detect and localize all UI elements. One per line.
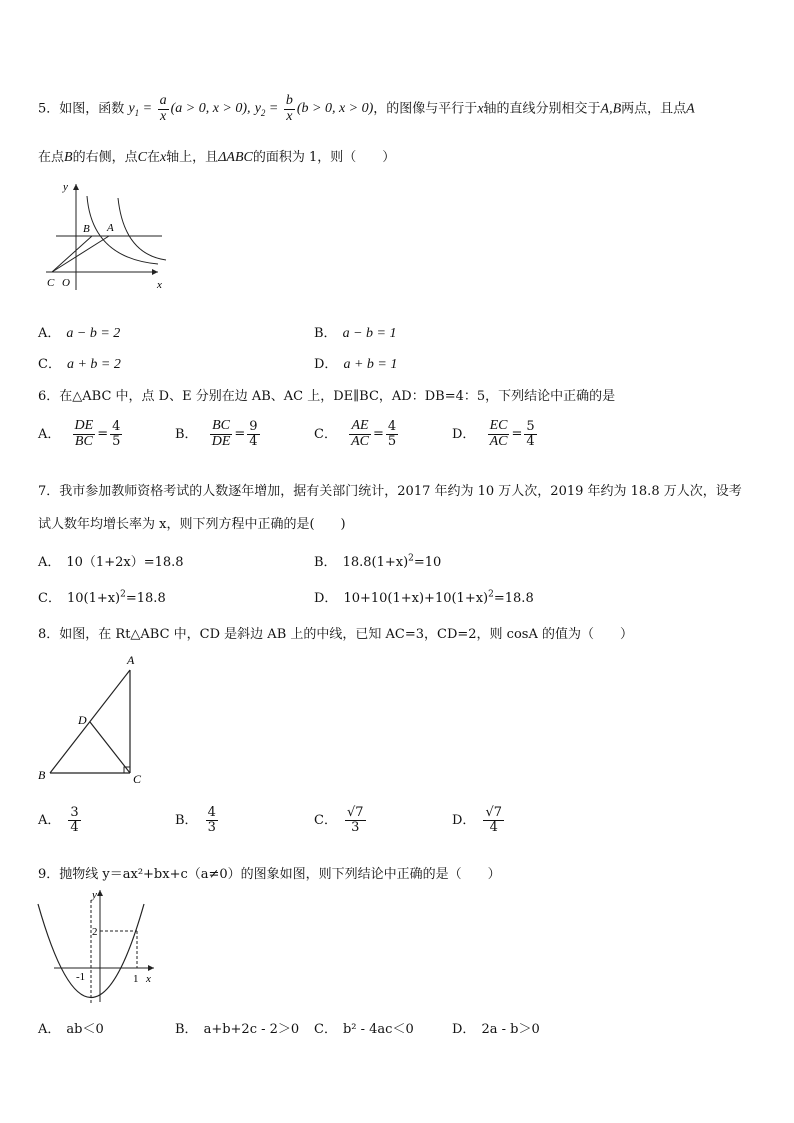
- q8-stem: 8．如图，在 Rt△ABC 中，CD 是斜边 AB 上的中线，已知 AC=3，CD=2，则 cosA 的值为（ ）: [38, 627, 633, 642]
- q5-line2: 在点B的右侧，点C在x轴上，且ΔABC的面积为 1，则（ ）: [38, 150, 396, 165]
- q5-func1: $y_1$ = $\frac{a}{x}$ (a > 0, x > 0),: [128, 93, 251, 124]
- q5-text: 如图，函数: [59, 101, 125, 117]
- q8-figure: [36, 652, 156, 787]
- q6-option-a[interactable]: A． $\frac{DE}{BC}$ = $\frac{4}{5}$: [38, 418, 121, 449]
- q9-option-b[interactable]: B． a+b+2c - 2＞0: [175, 1022, 300, 1037]
- q8-option-a[interactable]: A． $\frac{3}{4}$: [38, 805, 79, 835]
- q5-frac2: $\frac{b}{x}$: [285, 93, 293, 124]
- q9-fig-label-neg1: -1: [76, 971, 86, 983]
- q9-stem: 9．抛物线 y＝ax²+bx+c（a≠0）的图象如图，则下列结论中正确的是（ ）: [38, 867, 501, 882]
- q9-figure: [34, 886, 164, 1008]
- q5-frac1: $\frac{a}{x}$: [159, 93, 167, 124]
- q5-option-c[interactable]: C． a + b = 2: [38, 357, 121, 372]
- q7-option-b[interactable]: B． $18.8(1+x)^2=10$: [314, 553, 442, 570]
- q8-option-d[interactable]: D． $\frac{√7}{4}$: [452, 805, 502, 835]
- q6-option-d[interactable]: D． $\frac{EC}{AC}$ = $\frac{5}{4}$: [452, 418, 535, 449]
- q9-fig-label-1: 1: [133, 973, 139, 985]
- q7-line1: 7．我市参加教师资格考试的人数逐年增加，据有关部门统计，2017 年约为 10 万人次，2019 年约为 18.8 万人次，设考: [38, 484, 742, 499]
- q7-option-a[interactable]: A． 10（1+2x）=18.8: [38, 555, 184, 570]
- q9-fig-x-label: x: [146, 973, 151, 985]
- q5-fig-origin: O: [62, 277, 70, 289]
- q5-option-b[interactable]: B． a − b = 1: [314, 326, 397, 341]
- q5-figure: [40, 178, 170, 293]
- q8-fig-point-c: C: [133, 772, 142, 786]
- q7-option-d[interactable]: D． $10+10(1+x)+10(1+x)^2=18.8$: [314, 589, 534, 606]
- q9-fig-label-2: 2: [92, 926, 98, 938]
- q8-fig-point-d: D: [78, 713, 87, 727]
- q5-fig-x-label: x: [157, 279, 162, 291]
- q6-option-b[interactable]: B． $\frac{BC}{DE}$ = $\frac{9}{4}$: [175, 418, 258, 449]
- q9-option-c[interactable]: C． b² - 4ac＜0: [314, 1022, 414, 1037]
- q5-fig-point-c: C: [47, 277, 55, 289]
- q7-option-c[interactable]: C． $10(1+x)^2=18.8$: [38, 589, 166, 606]
- q5-line1: 5．如图，函数 $y_1$ = $\frac{a}{x}$ (a > 0, x > 0), $y_2$ = $\frac{b}{x}$ (b > 0, x > 0)，的图像与平行于x轴的直线分别相交于A,B两点，且点A: [38, 93, 695, 124]
- q7-line2: 试人数年均增长率为 x，则下列方程中正确的是( ): [38, 517, 346, 532]
- q5-fig-point-a: A: [107, 222, 114, 234]
- q5-number: 5．: [38, 101, 60, 117]
- q8-option-b[interactable]: B． $\frac{4}{3}$: [175, 805, 216, 835]
- q6-stem: 6．在△ABC 中，点 D、E 分别在边 AB、AC 上，DE∥BC，AD：DB=4：5，下列结论中正确的是: [38, 389, 616, 404]
- q5-option-a[interactable]: A． a − b = 2: [38, 326, 121, 341]
- q9-option-d[interactable]: D． 2a - b＞0: [452, 1022, 540, 1037]
- q5-func2: $y_2$ = $\frac{b}{x}$ (b > 0, x > 0): [254, 93, 374, 124]
- q8-fig-point-a: A: [127, 653, 135, 667]
- q5-option-d[interactable]: D． a + b = 1: [314, 357, 398, 372]
- q5-fig-point-b: B: [83, 223, 90, 235]
- q9-fig-y-label: y: [92, 889, 97, 901]
- q5-fig-y-label: y: [63, 181, 68, 193]
- q6-option-c[interactable]: C． $\frac{AE}{AC}$ = $\frac{4}{5}$: [314, 418, 397, 449]
- q8-option-c[interactable]: C． $\frac{√7}{3}$: [314, 805, 364, 835]
- q8-fig-point-b: B: [38, 768, 46, 782]
- q9-option-a[interactable]: A． ab＜0: [38, 1022, 104, 1037]
